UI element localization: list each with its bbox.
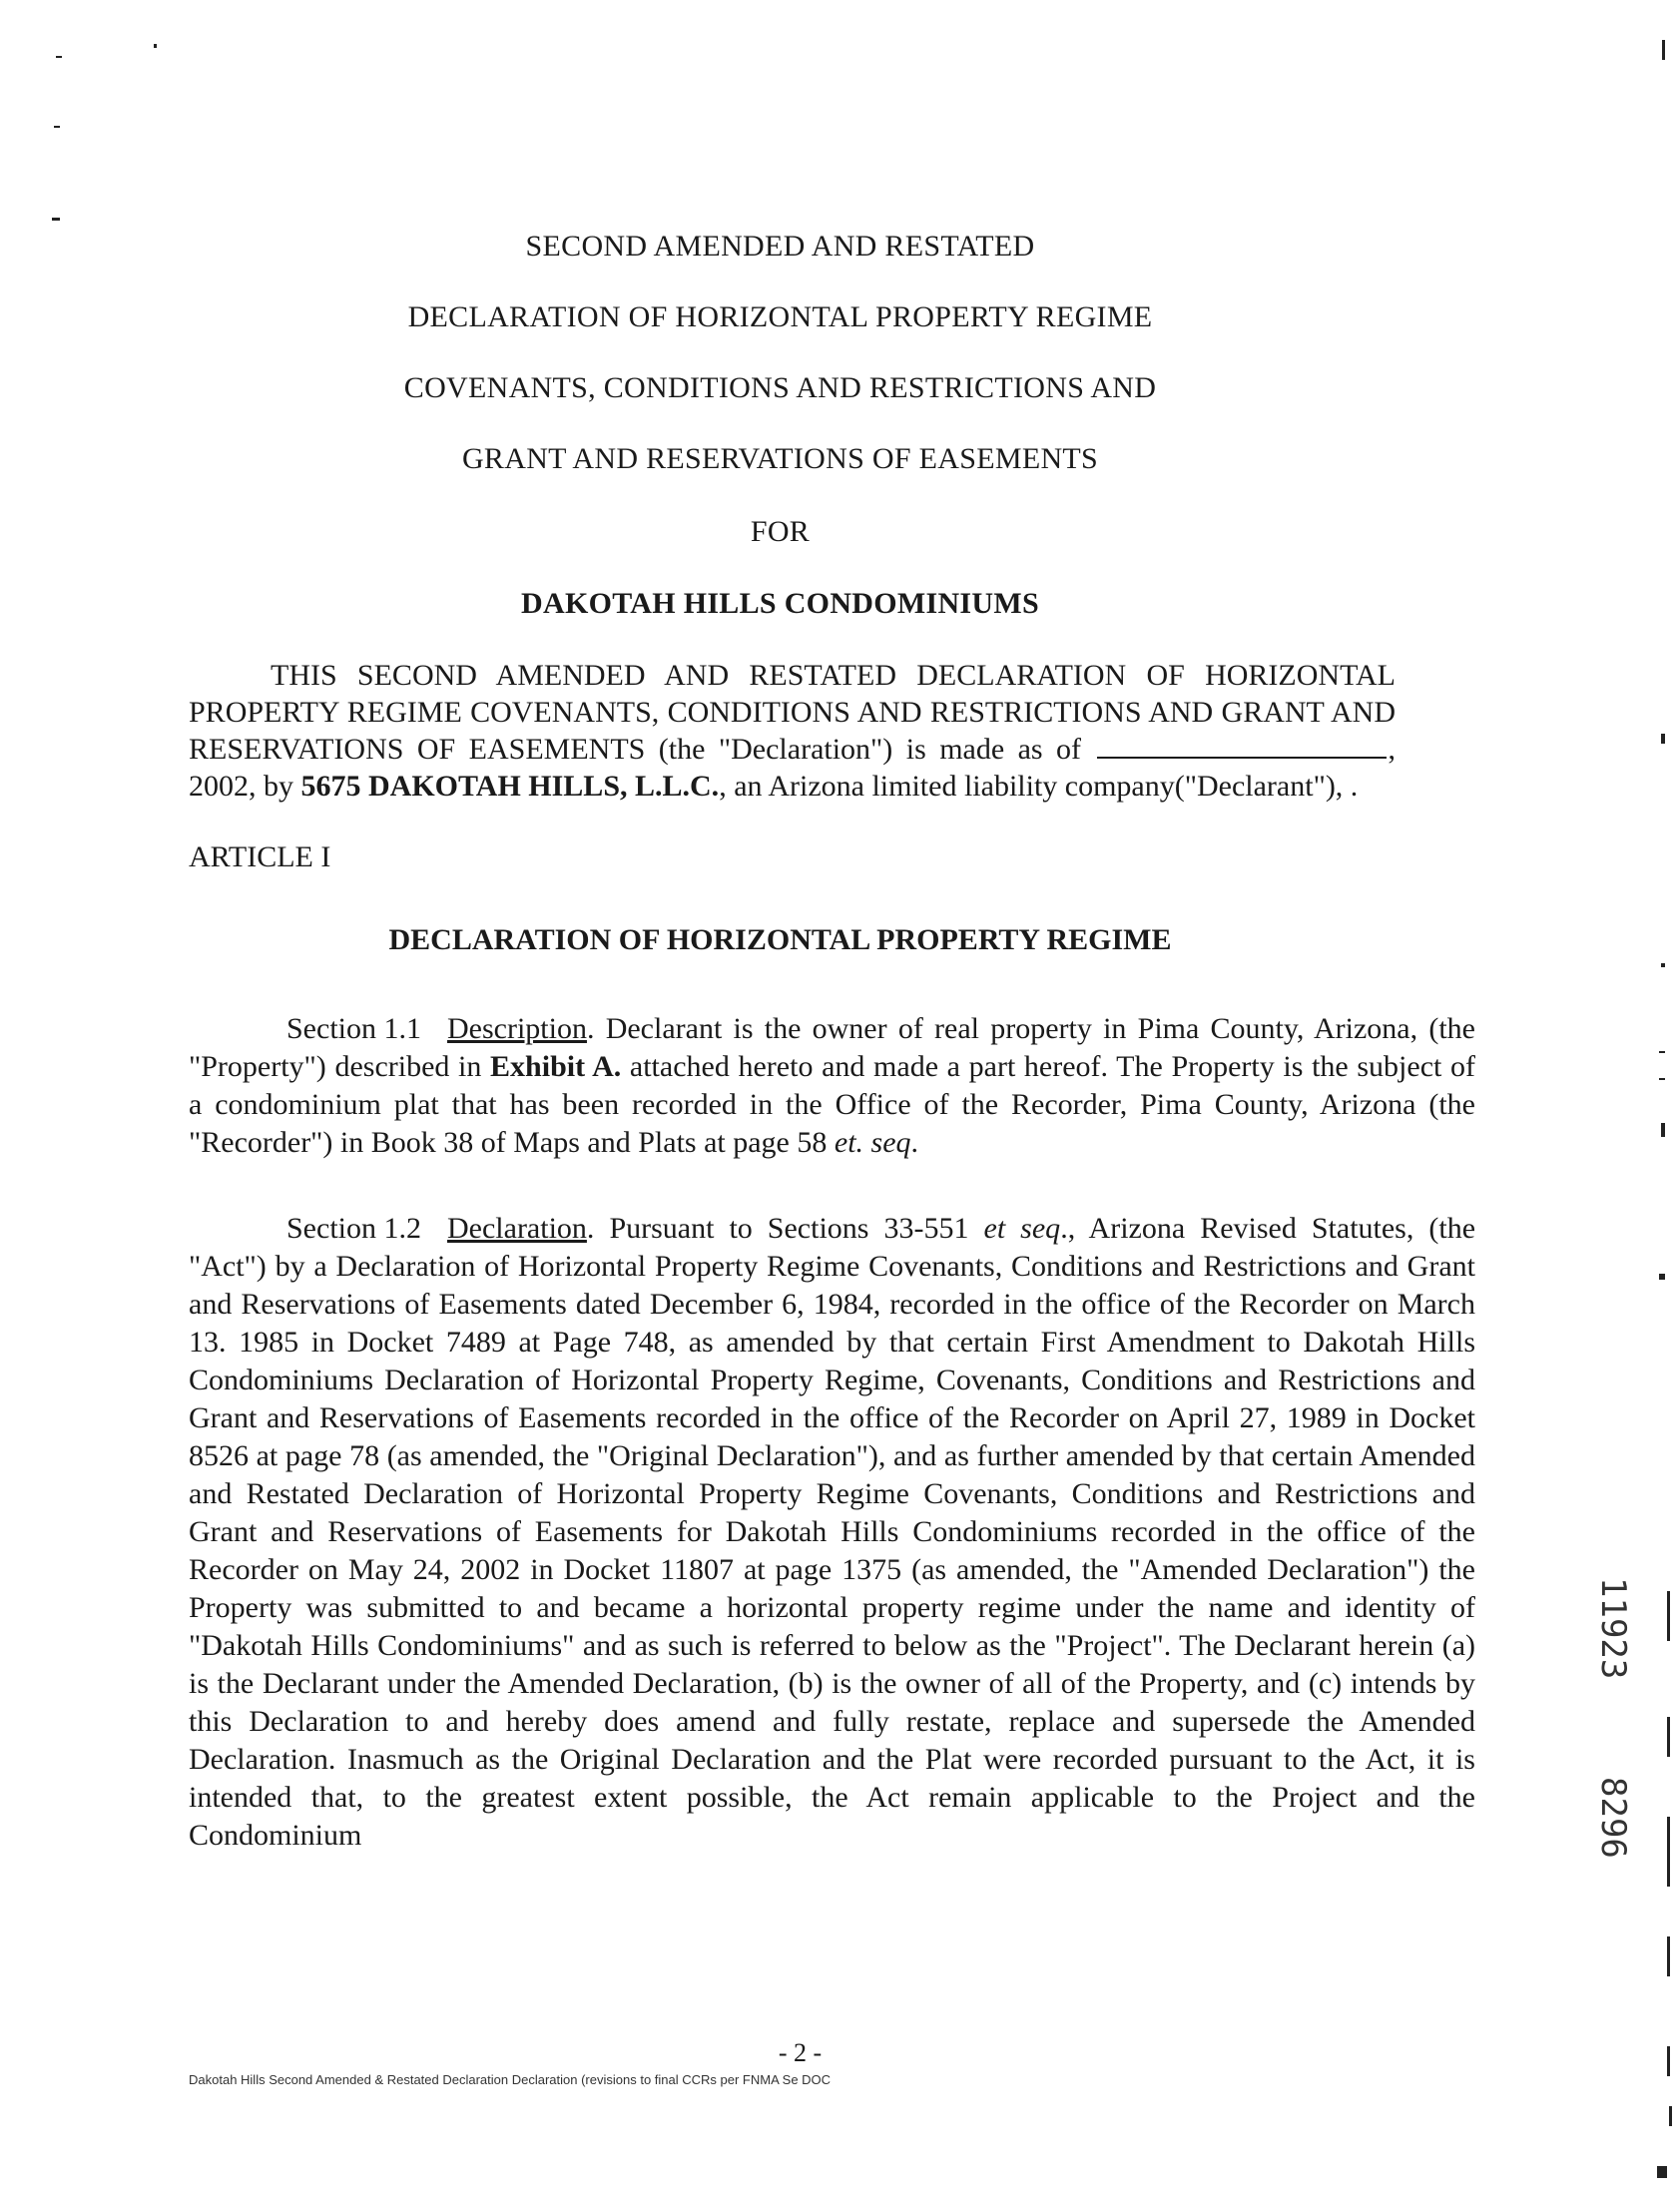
intro-text-1: THIS SECOND AMENDED AND RESTATED DECLARATION OF HORIZONTAL PROPERTY REGIME COVENANTS, CONDITIONS AND RESTRICTIONS AND GRANT AND RESERVATIONS OF EASEMENTS (the "Declaration") is made as of xyxy=(189,659,1396,766)
article-label: ARTICLE I xyxy=(189,840,331,873)
intro-text-2: , 2002, by xyxy=(189,733,1396,803)
section-1-2-title: Declaration xyxy=(447,1212,587,1245)
document-footer: Dakotah Hills Second Amended & Restated Declaration Declaration (revisions to final CCRs per FNMA Se DOC xyxy=(189,2072,832,2087)
scan-mark xyxy=(1667,2046,1670,2076)
scan-mark xyxy=(1659,1051,1665,1053)
intro-paragraph xyxy=(189,657,1396,805)
section-1-2-et-seq: et seq xyxy=(983,1212,1061,1245)
date-blank-line xyxy=(1097,731,1387,759)
scan-mark xyxy=(1661,963,1665,967)
section-1-1 xyxy=(189,1010,1475,1162)
recording-stamp xyxy=(1593,1537,1657,1936)
recording-stamp-page: 8296 xyxy=(1593,1777,1633,1859)
scan-mark xyxy=(1669,2106,1672,2126)
section-1-1-text-3: . xyxy=(910,1126,919,1159)
scan-mark xyxy=(1662,40,1665,60)
section-1-2-text-2: ., Arizona Revised Statutes, (the "Act") by a Declaration of Horizontal Property Regime Covenants, Conditions and Restrictions and Grant and Reservations of Easements dated December 6, 1984, recorded in the office of the Recorder on March 13. 1985 in Docket 7489 at Page 748, as amended by that certain First Amendment to Dakotah Hills Condominiums Declaration of Horizontal Property Regime, Covenants, Conditions and Restrictions and Grant and Reservations of Easements recorded in the office of the Recorder on April 27, 1989 in Docket 8526 at page 78 (as amended, the "Original Declaration"), and as further amended by that certain Amended and Restated Declaration of Horizontal Property Regime Covenants, Conditions and Restrictions and Grant and Reservations of Easements for Dakotah Hills Condominiums recorded in the office of the Recorder on May 24, 2002 in Docket 11807 at page 1375 (as amended, the "Amended Declaration") the Property was submitted to and became a horizontal property regime under the name and identity of "Dakotah Hills Condominiums" and as such is referred to below as the "Project". The Declarant herein (a) is the Declarant under the Amended Declaration, (b) is the owner of all of the Property, and (c) intends by this Declaration to and hereby does amend and fully restate, replace and supersede the Amended Declaration. Inasmuch as the Original Declaration and the Plat were recorded pursuant to the Act, it is intended that, to the greatest extent possible, the Act remain applicable to the Project and the Condominium xyxy=(189,1212,1476,1852)
section-1-1-text-2: attached hereto and made a part hereof. The Property is the subject of a condominium plat that has been recorded in the Office of the Recorder, Pima County, Arizona (the "Recorder") in Book 38 of Maps and Plats at page 58 xyxy=(189,1050,1475,1159)
title-line-1: SECOND AMENDED AND RESTATED xyxy=(525,230,1035,263)
scan-mark xyxy=(54,126,60,128)
section-1-1-title: Description xyxy=(447,1012,587,1045)
title-line-5: FOR xyxy=(750,515,811,548)
section-1-1-number: Section 1.1 xyxy=(286,1012,421,1045)
scan-mark xyxy=(56,56,62,58)
title-line-4: GRANT AND RESERVATIONS OF EASEMENTS xyxy=(461,442,1099,475)
scan-mark xyxy=(1661,734,1665,744)
scan-mark xyxy=(1657,2166,1667,2178)
exhibit-reference: Exhibit A. xyxy=(490,1050,622,1083)
project-name-heading: DAKOTAH HILLS CONDOMINIUMS xyxy=(521,587,1039,620)
section-1-1-et-seq: et. seq xyxy=(834,1126,911,1159)
scan-mark xyxy=(1661,1123,1665,1137)
title-line-3: COVENANTS, CONDITIONS AND RESTRICTIONS AND xyxy=(403,371,1157,404)
scan-mark xyxy=(1667,1936,1670,1976)
section-1-2-number: Section 1.2 xyxy=(286,1212,421,1245)
intro-text-3: , an Arizona limited liability company("Declarant"), . xyxy=(719,770,1359,803)
scan-mark xyxy=(1667,1717,1670,1757)
declarant-name: 5675 DAKOTAH HILLS, L.L.C. xyxy=(300,770,720,803)
recording-stamp-docket: 11923 xyxy=(1593,1577,1633,1680)
section-1-2 xyxy=(189,1210,1475,1855)
scan-mark xyxy=(1667,1817,1670,1887)
page-number: - 2 - xyxy=(778,2038,823,2067)
scan-mark xyxy=(1659,1078,1665,1080)
scan-mark xyxy=(1667,1591,1670,1641)
section-1-2-text-1: . Pursuant to Sections 33-551 xyxy=(586,1212,969,1245)
article-heading: DECLARATION OF HORIZONTAL PROPERTY REGIME xyxy=(388,923,1172,956)
scan-mark xyxy=(154,44,157,48)
scan-mark xyxy=(1659,1274,1665,1280)
section-1-1-text-1: . Declarant is the owner of real property in Pima County, Arizona, (the "Property") described in xyxy=(189,1012,1475,1083)
scan-mark xyxy=(52,218,60,221)
title-line-2: DECLARATION OF HORIZONTAL PROPERTY REGIME xyxy=(407,300,1153,333)
